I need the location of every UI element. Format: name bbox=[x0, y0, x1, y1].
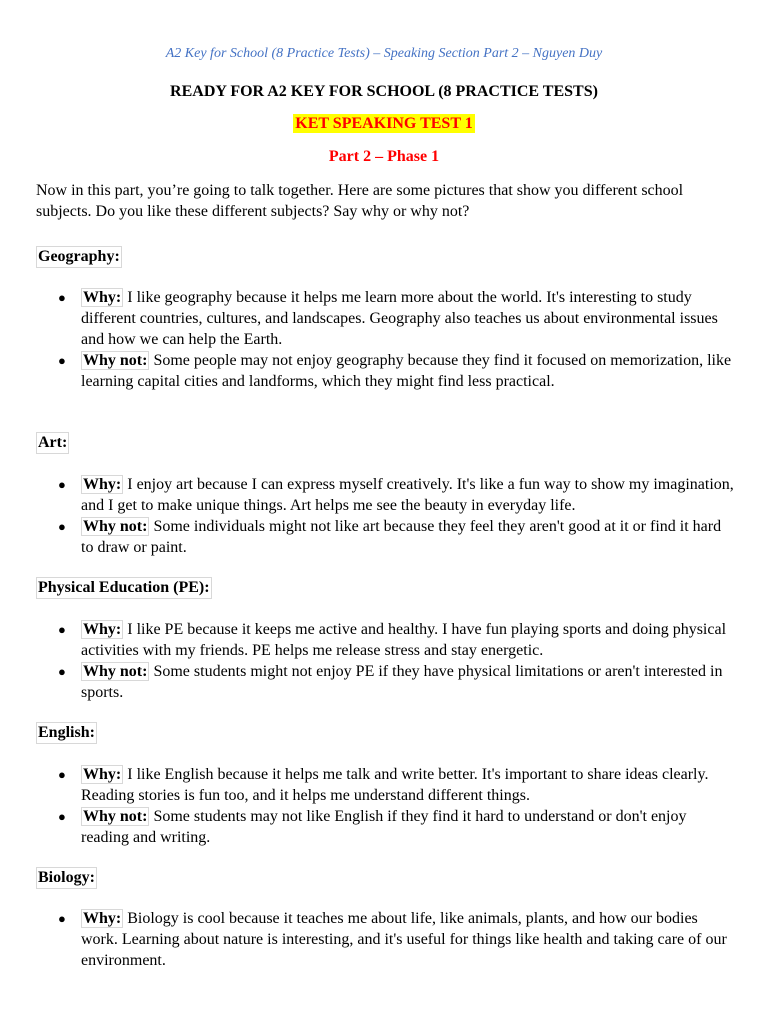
item-text: Some students may not like English if they find it hard to understand or don't enjoy reading and writing. bbox=[81, 808, 687, 846]
bullet-icon: ● bbox=[58, 809, 66, 824]
why-label: Why: bbox=[83, 910, 122, 927]
list-item bbox=[36, 287, 736, 350]
bullet-icon: ● bbox=[58, 477, 66, 492]
item-text: Biology is cool because it teaches me about life, like animals, plants, and how our bodies work. Learning about nature is interesting, and it's useful for things like health and taking care of our environment. bbox=[81, 910, 727, 969]
item-text: Some individuals might not like art because they feel they aren't good at it or find it hard to draw or paint. bbox=[81, 518, 722, 556]
list-item bbox=[36, 661, 736, 703]
why-not-label: Why not: bbox=[83, 518, 148, 535]
english-list bbox=[36, 764, 736, 848]
item-text: I enjoy art because I can express myself creatively. It's like a fun way to show my imagination, and I get to make unique things. Art helps me see the beauty in everyday life. bbox=[81, 476, 734, 514]
art-list bbox=[36, 474, 736, 558]
intro-paragraph: Now in this part, you’re going to talk together. Here are some pictures that show you different school subjects. Do you like these different subjects? Say why or why not? bbox=[36, 182, 684, 220]
list-item bbox=[36, 908, 736, 971]
bullet-icon: ● bbox=[58, 519, 66, 534]
biology-list bbox=[36, 908, 736, 971]
pe-list bbox=[36, 619, 736, 703]
section-heading-biology: Biology: bbox=[36, 867, 97, 889]
section-heading-pe: Physical Education (PE): bbox=[36, 577, 212, 599]
main-title: READY FOR A2 KEY FOR SCHOOL (8 PRACTICE TESTS) bbox=[170, 83, 598, 100]
section-heading-art: Art: bbox=[36, 432, 69, 454]
item-text: I like PE because it keeps me active and healthy. I have fun playing sports and doing physical activities with my friends. PE helps me release stress and stay energetic. bbox=[81, 621, 727, 659]
item-text: Some students might not enjoy PE if they have physical limitations or aren't interested in sports. bbox=[81, 663, 723, 701]
geography-list bbox=[36, 287, 736, 392]
bullet-icon: ● bbox=[58, 290, 66, 305]
running-head: A2 Key for School (8 Practice Tests) – Speaking Section Part 2 – Nguyen Duy bbox=[165, 46, 603, 61]
list-item bbox=[36, 619, 736, 661]
bullet-icon: ● bbox=[58, 911, 66, 926]
section-heading-english: English: bbox=[36, 722, 97, 744]
why-label: Why: bbox=[83, 289, 122, 306]
list-item bbox=[36, 806, 736, 848]
why-not-label: Why not: bbox=[83, 808, 148, 825]
list-item bbox=[36, 764, 736, 806]
item-text: I like geography because it helps me learn more about the world. It's interesting to study different countries, cultures, and landscapes. Geography also teaches us about environmental issues and how we can help the Earth. bbox=[81, 289, 718, 348]
why-not-label: Why not: bbox=[83, 663, 148, 680]
why-label: Why: bbox=[83, 476, 122, 493]
section-heading-geography: Geography: bbox=[36, 246, 122, 268]
test-title: KET SPEAKING TEST 1 bbox=[295, 115, 473, 132]
list-item bbox=[36, 474, 736, 516]
item-text: Some people may not enjoy geography because they find it focused on memorization, like learning capital cities and landforms, which they might find less practical. bbox=[81, 352, 732, 390]
list-item bbox=[36, 350, 736, 392]
list-item bbox=[36, 516, 736, 558]
bullet-icon: ● bbox=[58, 664, 66, 679]
why-label: Why: bbox=[83, 766, 122, 783]
item-text: I like English because it helps me talk and write better. It's important to share ideas clearly. Reading stories is fun too, and it helps me understand different things. bbox=[81, 766, 709, 804]
part-title: Part 2 – Phase 1 bbox=[328, 148, 440, 165]
why-label: Why: bbox=[83, 621, 122, 638]
test-title-wrap bbox=[0, 115, 768, 133]
why-not-label: Why not: bbox=[83, 352, 148, 369]
bullet-icon: ● bbox=[58, 622, 66, 637]
bullet-icon: ● bbox=[58, 767, 66, 782]
bullet-icon: ● bbox=[58, 353, 66, 368]
